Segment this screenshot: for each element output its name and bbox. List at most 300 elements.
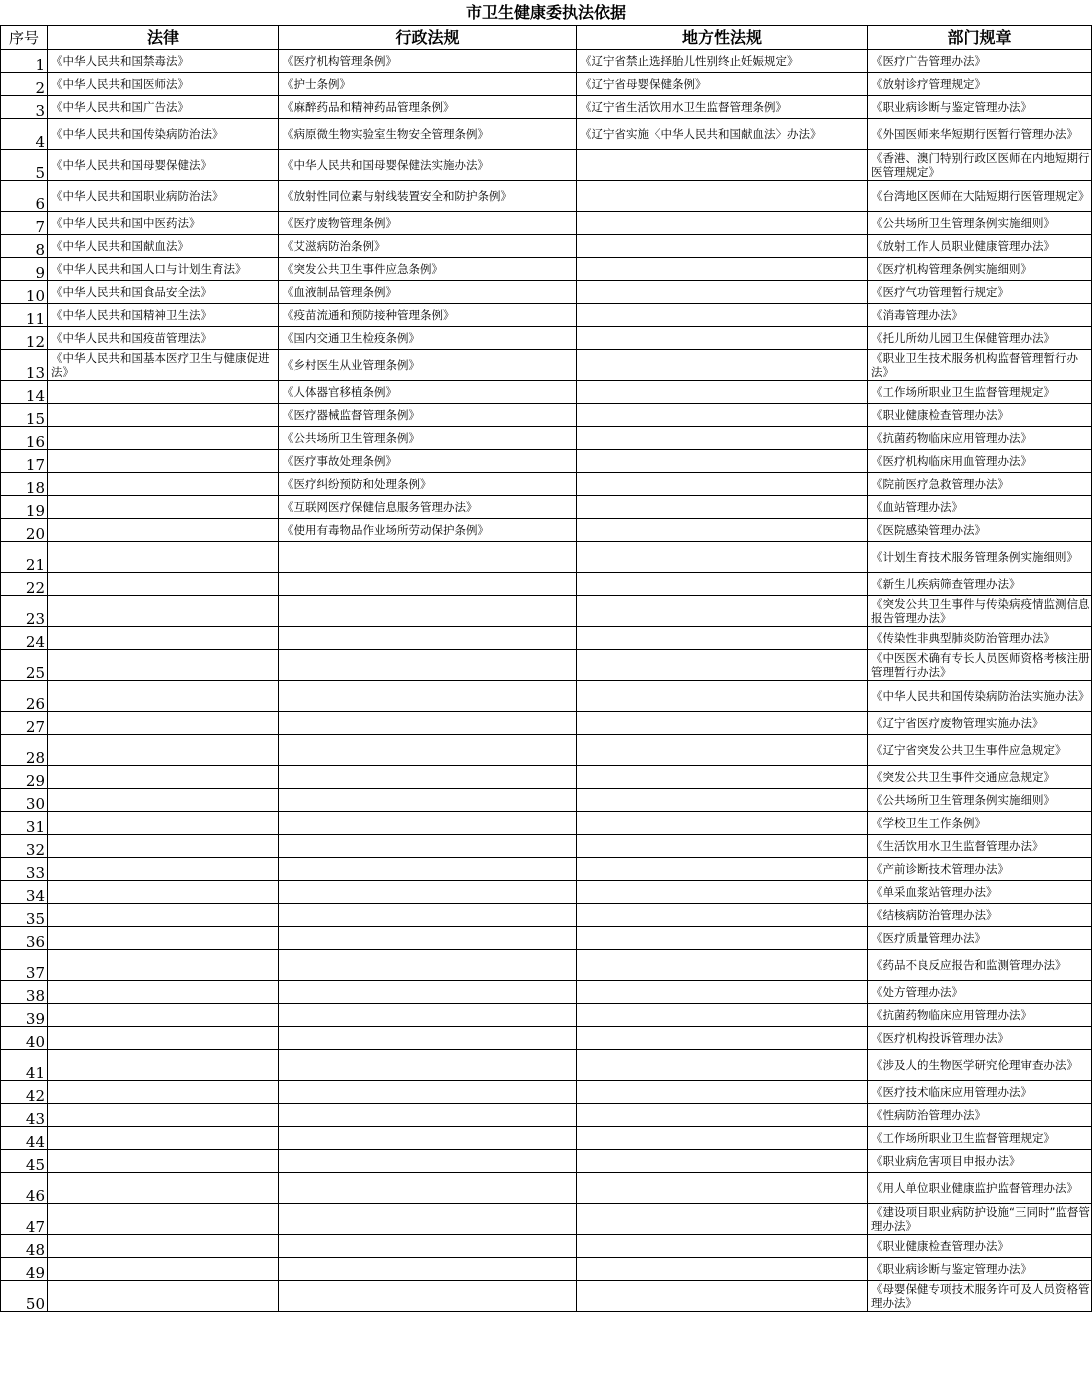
- table-row: [1, 150, 1092, 181]
- cell-admin-regulation: 《护士条例》: [279, 73, 577, 96]
- cell-law: [48, 473, 279, 496]
- table-row: [1, 881, 1092, 904]
- cell-seq: 43: [1, 1104, 48, 1127]
- cell-department-rule: 《医疗机构临床用血管理办法》: [868, 450, 1092, 473]
- table-row: [1, 712, 1092, 735]
- cell-law: [48, 427, 279, 450]
- cell-law: [48, 1235, 279, 1258]
- cell-admin-regulation: [279, 1050, 577, 1081]
- cell-admin-regulation: [279, 712, 577, 735]
- cell-admin-regulation: [279, 1281, 577, 1312]
- cell-department-rule: 《职业病诊断与鉴定管理办法》: [868, 96, 1092, 119]
- cell-department-rule: 《医疗质量管理办法》: [868, 927, 1092, 950]
- table-row: [1, 981, 1092, 1004]
- cell-law: [48, 1104, 279, 1127]
- cell-law: 《中华人民共和国母婴保健法》: [48, 150, 279, 181]
- table-row: [1, 519, 1092, 542]
- cell-admin-regulation: 《医疗废物管理条例》: [279, 212, 577, 235]
- table-row: [1, 650, 1092, 681]
- cell-admin-regulation: [279, 981, 577, 1004]
- cell-law: [48, 450, 279, 473]
- cell-department-rule: 《药品不良反应报告和监测管理办法》: [868, 950, 1092, 981]
- cell-admin-regulation: [279, 542, 577, 573]
- header-laws: 法律: [48, 26, 279, 50]
- cell-law: [48, 1027, 279, 1050]
- table-row: [1, 1235, 1092, 1258]
- cell-department-rule: 《职业病危害项目申报办法》: [868, 1150, 1092, 1173]
- cell-seq: 45: [1, 1150, 48, 1173]
- cell-admin-regulation: 《乡村医生从业管理条例》: [279, 350, 577, 381]
- cell-local-regulation: [577, 1204, 868, 1235]
- table-row: [1, 96, 1092, 119]
- cell-local-regulation: [577, 981, 868, 1004]
- table-row: [1, 1027, 1092, 1050]
- cell-seq: 18: [1, 473, 48, 496]
- table-row: [1, 50, 1092, 73]
- cell-admin-regulation: 《医疗机构管理条例》: [279, 50, 577, 73]
- cell-department-rule: 《放射诊疗管理规定》: [868, 73, 1092, 96]
- cell-seq: 19: [1, 496, 48, 519]
- cell-local-regulation: 《辽宁省母婴保健条例》: [577, 73, 868, 96]
- cell-local-regulation: [577, 627, 868, 650]
- table-row: [1, 681, 1092, 712]
- cell-law: [48, 927, 279, 950]
- cell-department-rule: 《中华人民共和国传染病防治法实施办法》: [868, 681, 1092, 712]
- cell-law: 《中华人民共和国献血法》: [48, 235, 279, 258]
- cell-department-rule: 《抗菌药物临床应用管理办法》: [868, 1004, 1092, 1027]
- cell-local-regulation: [577, 573, 868, 596]
- cell-seq: 36: [1, 927, 48, 950]
- cell-law: [48, 1127, 279, 1150]
- cell-law: [48, 812, 279, 835]
- cell-admin-regulation: [279, 681, 577, 712]
- cell-seq: 48: [1, 1235, 48, 1258]
- cell-admin-regulation: 《病原微生物实验室生物安全管理条例》: [279, 119, 577, 150]
- cell-admin-regulation: [279, 735, 577, 766]
- cell-admin-regulation: 《中华人民共和国母婴保健法实施办法》: [279, 150, 577, 181]
- cell-seq: 16: [1, 427, 48, 450]
- cell-seq: 3: [1, 96, 48, 119]
- cell-seq: 11: [1, 304, 48, 327]
- cell-local-regulation: [577, 650, 868, 681]
- cell-department-rule: 《辽宁省医疗废物管理实施办法》: [868, 712, 1092, 735]
- cell-department-rule: 《外国医师来华短期行医暂行管理办法》: [868, 119, 1092, 150]
- enforcement-basis-table: [0, 25, 1092, 1312]
- cell-seq: 21: [1, 542, 48, 573]
- table-row: [1, 258, 1092, 281]
- cell-department-rule: 《工作场所职业卫生监督管理规定》: [868, 381, 1092, 404]
- cell-law: [48, 681, 279, 712]
- cell-law: [48, 1150, 279, 1173]
- cell-admin-regulation: [279, 1173, 577, 1204]
- cell-seq: 28: [1, 735, 48, 766]
- cell-department-rule: 《用人单位职业健康监护监督管理办法》: [868, 1173, 1092, 1204]
- cell-seq: 13: [1, 350, 48, 381]
- cell-local-regulation: [577, 1127, 868, 1150]
- cell-admin-regulation: 《放射性同位素与射线装置安全和防护条例》: [279, 181, 577, 212]
- table-row: [1, 1281, 1092, 1312]
- cell-local-regulation: 《辽宁省生活饮用水卫生监督管理条例》: [577, 96, 868, 119]
- table-row: [1, 596, 1092, 627]
- cell-local-regulation: [577, 1050, 868, 1081]
- cell-seq: 9: [1, 258, 48, 281]
- table-row: [1, 73, 1092, 96]
- cell-law: [48, 1281, 279, 1312]
- cell-seq: 50: [1, 1281, 48, 1312]
- cell-law: [48, 519, 279, 542]
- table-row: [1, 304, 1092, 327]
- cell-local-regulation: [577, 835, 868, 858]
- table-row: [1, 350, 1092, 381]
- cell-admin-regulation: 《国内交通卫生检疫条例》: [279, 327, 577, 350]
- cell-department-rule: 《医疗气功管理暂行规定》: [868, 281, 1092, 304]
- cell-local-regulation: [577, 427, 868, 450]
- cell-local-regulation: [577, 1081, 868, 1104]
- table-row: [1, 812, 1092, 835]
- cell-law: 《中华人民共和国疫苗管理法》: [48, 327, 279, 350]
- cell-department-rule: 《香港、澳门特别行政区医师在内地短期行医管理规定》: [868, 150, 1092, 181]
- table-row: [1, 119, 1092, 150]
- table-row: [1, 1127, 1092, 1150]
- cell-admin-regulation: [279, 1150, 577, 1173]
- cell-admin-regulation: [279, 627, 577, 650]
- cell-local-regulation: [577, 766, 868, 789]
- cell-local-regulation: [577, 496, 868, 519]
- cell-seq: 30: [1, 789, 48, 812]
- table-row: [1, 1081, 1092, 1104]
- cell-seq: 40: [1, 1027, 48, 1050]
- cell-department-rule: 《处方管理办法》: [868, 981, 1092, 1004]
- cell-law: [48, 650, 279, 681]
- cell-seq: 5: [1, 150, 48, 181]
- cell-law: [48, 1173, 279, 1204]
- cell-law: [48, 573, 279, 596]
- cell-department-rule: 《性病防治管理办法》: [868, 1104, 1092, 1127]
- page-title: 市卫生健康委执法依据: [465, 3, 626, 22]
- cell-law: 《中华人民共和国传染病防治法》: [48, 119, 279, 150]
- cell-local-regulation: [577, 950, 868, 981]
- cell-local-regulation: [577, 281, 868, 304]
- cell-admin-regulation: [279, 1258, 577, 1281]
- table-row: [1, 327, 1092, 350]
- cell-department-rule: 《医疗广告管理办法》: [868, 50, 1092, 73]
- cell-department-rule: 《医院感染管理办法》: [868, 519, 1092, 542]
- cell-seq: 12: [1, 327, 48, 350]
- cell-law: 《中华人民共和国医师法》: [48, 73, 279, 96]
- cell-department-rule: 《医疗技术临床应用管理办法》: [868, 1081, 1092, 1104]
- cell-local-regulation: [577, 1027, 868, 1050]
- cell-seq: 20: [1, 519, 48, 542]
- cell-local-regulation: [577, 1004, 868, 1027]
- table-row: [1, 766, 1092, 789]
- cell-seq: 41: [1, 1050, 48, 1081]
- cell-seq: 22: [1, 573, 48, 596]
- table-row: [1, 1050, 1092, 1081]
- cell-department-rule: 《计划生育技术服务管理条例实施细则》: [868, 542, 1092, 573]
- cell-local-regulation: [577, 681, 868, 712]
- cell-local-regulation: [577, 327, 868, 350]
- cell-seq: 46: [1, 1173, 48, 1204]
- table-row: [1, 381, 1092, 404]
- cell-local-regulation: 《辽宁省实施〈中华人民共和国献血法〉办法》: [577, 119, 868, 150]
- cell-local-regulation: [577, 1281, 868, 1312]
- cell-local-regulation: [577, 350, 868, 381]
- cell-department-rule: 《传染性非典型肺炎防治管理办法》: [868, 627, 1092, 650]
- table-row: [1, 281, 1092, 304]
- cell-department-rule: 《血站管理办法》: [868, 496, 1092, 519]
- cell-local-regulation: [577, 596, 868, 627]
- cell-admin-regulation: 《使用有毒物品作业场所劳动保护条例》: [279, 519, 577, 542]
- cell-law: 《中华人民共和国基本医疗卫生与健康促进法》: [48, 350, 279, 381]
- cell-local-regulation: [577, 1173, 868, 1204]
- cell-seq: 2: [1, 73, 48, 96]
- cell-seq: 34: [1, 881, 48, 904]
- cell-admin-regulation: 《艾滋病防治条例》: [279, 235, 577, 258]
- cell-seq: 47: [1, 1204, 48, 1235]
- cell-department-rule: 《职业病诊断与鉴定管理办法》: [868, 1258, 1092, 1281]
- cell-law: [48, 981, 279, 1004]
- cell-admin-regulation: 《互联网医疗保健信息服务管理办法》: [279, 496, 577, 519]
- cell-seq: 27: [1, 712, 48, 735]
- cell-local-regulation: [577, 473, 868, 496]
- cell-seq: 44: [1, 1127, 48, 1150]
- table-header-row: [1, 26, 1092, 50]
- table-row: [1, 858, 1092, 881]
- cell-law: [48, 542, 279, 573]
- cell-admin-regulation: [279, 596, 577, 627]
- cell-admin-regulation: [279, 1081, 577, 1104]
- cell-local-regulation: [577, 450, 868, 473]
- table-row: [1, 927, 1092, 950]
- cell-admin-regulation: 《医疗事故处理条例》: [279, 450, 577, 473]
- cell-admin-regulation: [279, 835, 577, 858]
- table-row: [1, 573, 1092, 596]
- cell-local-regulation: [577, 235, 868, 258]
- cell-law: [48, 766, 279, 789]
- cell-department-rule: 《抗菌药物临床应用管理办法》: [868, 427, 1092, 450]
- cell-law: [48, 881, 279, 904]
- cell-law: 《中华人民共和国人口与计划生育法》: [48, 258, 279, 281]
- cell-seq: 8: [1, 235, 48, 258]
- cell-law: 《中华人民共和国广告法》: [48, 96, 279, 119]
- cell-department-rule: 《职业健康检查管理办法》: [868, 1235, 1092, 1258]
- cell-admin-regulation: [279, 1027, 577, 1050]
- cell-department-rule: 《医疗机构投诉管理办法》: [868, 1027, 1092, 1050]
- table-row: [1, 181, 1092, 212]
- cell-seq: 17: [1, 450, 48, 473]
- cell-department-rule: 《职业卫生技术服务机构监督管理暂行办法》: [868, 350, 1092, 381]
- cell-admin-regulation: [279, 950, 577, 981]
- table-row: [1, 789, 1092, 812]
- cell-local-regulation: [577, 1258, 868, 1281]
- cell-seq: 29: [1, 766, 48, 789]
- cell-admin-regulation: [279, 789, 577, 812]
- cell-law: [48, 381, 279, 404]
- cell-admin-regulation: 《血液制品管理条例》: [279, 281, 577, 304]
- cell-admin-regulation: [279, 766, 577, 789]
- table-row: [1, 450, 1092, 473]
- table-row: [1, 473, 1092, 496]
- cell-seq: 25: [1, 650, 48, 681]
- cell-seq: 37: [1, 950, 48, 981]
- cell-department-rule: 《公共场所卫生管理条例实施细则》: [868, 212, 1092, 235]
- cell-admin-regulation: [279, 1204, 577, 1235]
- table-row: [1, 235, 1092, 258]
- cell-seq: 4: [1, 119, 48, 150]
- cell-law: [48, 735, 279, 766]
- cell-department-rule: 《突发公共卫生事件与传染病疫情监测信息报告管理办法》: [868, 596, 1092, 627]
- table-row: [1, 496, 1092, 519]
- cell-admin-regulation: [279, 1104, 577, 1127]
- table-row: [1, 542, 1092, 573]
- cell-admin-regulation: [279, 1004, 577, 1027]
- cell-department-rule: 《中医医术确有专长人员医师资格考核注册管理暂行办法》: [868, 650, 1092, 681]
- cell-local-regulation: [577, 150, 868, 181]
- cell-law: 《中华人民共和国禁毒法》: [48, 50, 279, 73]
- table-row: [1, 1150, 1092, 1173]
- cell-seq: 1: [1, 50, 48, 73]
- header-seq: 序号: [1, 26, 48, 50]
- table-row: [1, 627, 1092, 650]
- cell-department-rule: 《母婴保健专项技术服务许可及人员资格管理办法》: [868, 1281, 1092, 1312]
- cell-seq: 39: [1, 1004, 48, 1027]
- table-row: [1, 735, 1092, 766]
- cell-local-regulation: [577, 519, 868, 542]
- cell-local-regulation: [577, 258, 868, 281]
- cell-seq: 33: [1, 858, 48, 881]
- cell-admin-regulation: 《公共场所卫生管理条例》: [279, 427, 577, 450]
- cell-local-regulation: [577, 212, 868, 235]
- cell-department-rule: 《建设项目职业病防护设施“三同时”监督管理办法》: [868, 1204, 1092, 1235]
- cell-department-rule: 《医疗机构管理条例实施细则》: [868, 258, 1092, 281]
- cell-law: [48, 496, 279, 519]
- cell-seq: 49: [1, 1258, 48, 1281]
- cell-local-regulation: [577, 381, 868, 404]
- cell-admin-regulation: 《医疗器械监督管理条例》: [279, 404, 577, 427]
- table-row: [1, 904, 1092, 927]
- cell-local-regulation: [577, 542, 868, 573]
- cell-law: [48, 1004, 279, 1027]
- cell-local-regulation: [577, 304, 868, 327]
- cell-admin-regulation: 《人体器官移植条例》: [279, 381, 577, 404]
- table-row: [1, 1204, 1092, 1235]
- cell-local-regulation: [577, 404, 868, 427]
- cell-law: 《中华人民共和国中医药法》: [48, 212, 279, 235]
- cell-seq: 42: [1, 1081, 48, 1104]
- cell-admin-regulation: [279, 573, 577, 596]
- header-administrative-regulations: 行政法规: [279, 26, 577, 50]
- cell-law: 《中华人民共和国食品安全法》: [48, 281, 279, 304]
- cell-law: [48, 712, 279, 735]
- cell-local-regulation: [577, 1104, 868, 1127]
- cell-department-rule: 《公共场所卫生管理条例实施细则》: [868, 789, 1092, 812]
- cell-seq: 23: [1, 596, 48, 627]
- table-row: [1, 212, 1092, 235]
- table-row: [1, 1258, 1092, 1281]
- cell-law: [48, 596, 279, 627]
- cell-law: [48, 1050, 279, 1081]
- cell-admin-regulation: 《突发公共卫生事件应急条例》: [279, 258, 577, 281]
- cell-law: [48, 1204, 279, 1235]
- cell-admin-regulation: [279, 650, 577, 681]
- cell-department-rule: 《突发公共卫生事件交通应急规定》: [868, 766, 1092, 789]
- table-row: [1, 835, 1092, 858]
- cell-law: [48, 627, 279, 650]
- cell-admin-regulation: 《疫苗流通和预防接种管理条例》: [279, 304, 577, 327]
- cell-seq: 24: [1, 627, 48, 650]
- cell-local-regulation: [577, 858, 868, 881]
- cell-local-regulation: [577, 735, 868, 766]
- cell-law: [48, 904, 279, 927]
- cell-local-regulation: [577, 1150, 868, 1173]
- table-row: [1, 427, 1092, 450]
- cell-department-rule: 《学校卫生工作条例》: [868, 812, 1092, 835]
- cell-local-regulation: 《辽宁省禁止选择胎儿性别终止妊娠规定》: [577, 50, 868, 73]
- cell-local-regulation: [577, 812, 868, 835]
- cell-admin-regulation: 《医疗纠纷预防和处理条例》: [279, 473, 577, 496]
- cell-department-rule: 《新生儿疾病筛查管理办法》: [868, 573, 1092, 596]
- cell-seq: 7: [1, 212, 48, 235]
- cell-admin-regulation: [279, 812, 577, 835]
- cell-department-rule: 《单采血浆站管理办法》: [868, 881, 1092, 904]
- cell-department-rule: 《院前医疗急救管理办法》: [868, 473, 1092, 496]
- cell-department-rule: 《托儿所幼儿园卫生保健管理办法》: [868, 327, 1092, 350]
- cell-local-regulation: [577, 1235, 868, 1258]
- cell-department-rule: 《辽宁省突发公共卫生事件应急规定》: [868, 735, 1092, 766]
- cell-law: 《中华人民共和国精神卫生法》: [48, 304, 279, 327]
- cell-law: [48, 835, 279, 858]
- table-row: [1, 1104, 1092, 1127]
- cell-admin-regulation: [279, 1235, 577, 1258]
- cell-seq: 38: [1, 981, 48, 1004]
- cell-seq: 15: [1, 404, 48, 427]
- cell-department-rule: 《产前诊断技术管理办法》: [868, 858, 1092, 881]
- cell-law: [48, 404, 279, 427]
- cell-law: [48, 1081, 279, 1104]
- cell-department-rule: 《生活饮用水卫生监督管理办法》: [868, 835, 1092, 858]
- cell-seq: 10: [1, 281, 48, 304]
- cell-law: 《中华人民共和国职业病防治法》: [48, 181, 279, 212]
- cell-department-rule: 《消毒管理办法》: [868, 304, 1092, 327]
- cell-admin-regulation: [279, 904, 577, 927]
- cell-seq: 26: [1, 681, 48, 712]
- cell-department-rule: 《工作场所职业卫生监督管理规定》: [868, 1127, 1092, 1150]
- cell-admin-regulation: 《麻醉药品和精神药品管理条例》: [279, 96, 577, 119]
- cell-department-rule: 《台湾地区医师在大陆短期行医管理规定》: [868, 181, 1092, 212]
- cell-seq: 6: [1, 181, 48, 212]
- table-row: [1, 404, 1092, 427]
- cell-law: [48, 858, 279, 881]
- cell-seq: 31: [1, 812, 48, 835]
- cell-admin-regulation: [279, 1127, 577, 1150]
- cell-law: [48, 950, 279, 981]
- header-department-rules: 部门规章: [868, 26, 1092, 50]
- cell-local-regulation: [577, 181, 868, 212]
- cell-admin-regulation: [279, 927, 577, 950]
- cell-local-regulation: [577, 927, 868, 950]
- cell-law: [48, 1258, 279, 1281]
- cell-law: [48, 789, 279, 812]
- cell-department-rule: 《职业健康检查管理办法》: [868, 404, 1092, 427]
- cell-department-rule: 《涉及人的生物医学研究伦理审查办法》: [868, 1050, 1092, 1081]
- cell-local-regulation: [577, 789, 868, 812]
- cell-seq: 35: [1, 904, 48, 927]
- cell-seq: 32: [1, 835, 48, 858]
- cell-department-rule: 《结核病防治管理办法》: [868, 904, 1092, 927]
- cell-local-regulation: [577, 712, 868, 735]
- cell-admin-regulation: [279, 881, 577, 904]
- header-local-regulations: 地方性法规: [577, 26, 868, 50]
